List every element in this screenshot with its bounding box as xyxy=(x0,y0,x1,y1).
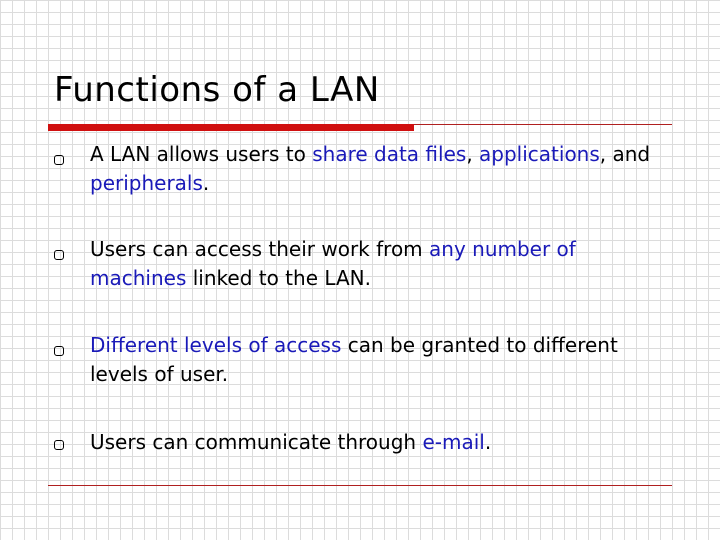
title-divider xyxy=(414,124,672,125)
bullet-item-2 xyxy=(90,235,670,293)
hollow-square-bullet-icon xyxy=(54,250,64,260)
hollow-square-bullet-icon xyxy=(54,155,64,165)
text-segment: . xyxy=(484,430,492,454)
text-segment: can be granted to different levels of user. xyxy=(90,333,618,386)
text-segment: , and xyxy=(599,142,651,166)
bullet-item-1 xyxy=(90,140,670,198)
bullet-item-3 xyxy=(90,331,670,389)
text-segment: A LAN allows users to xyxy=(90,142,313,166)
bullet-item-4 xyxy=(90,428,670,457)
highlighted-phrase: applications xyxy=(479,142,600,166)
slide-title: Functions of a LAN xyxy=(54,70,380,110)
text-segment: Users can access their work from xyxy=(90,237,430,261)
hollow-square-bullet-icon xyxy=(54,346,64,356)
text-segment: , xyxy=(466,142,480,166)
text-segment: linked to the LAN. xyxy=(186,266,371,290)
highlighted-phrase: share data files xyxy=(312,142,467,166)
highlighted-phrase: any number of machines xyxy=(90,237,576,290)
highlighted-phrase: peripherals xyxy=(90,171,203,195)
text-segment: . xyxy=(202,171,210,195)
text-segment: Users can communicate through xyxy=(90,430,423,454)
hollow-square-bullet-icon xyxy=(54,440,64,450)
highlighted-phrase: e-mail xyxy=(422,430,485,454)
highlighted-phrase: Different levels of access xyxy=(90,333,342,357)
bottom-divider xyxy=(48,485,672,486)
title-accent-bar xyxy=(48,124,414,131)
